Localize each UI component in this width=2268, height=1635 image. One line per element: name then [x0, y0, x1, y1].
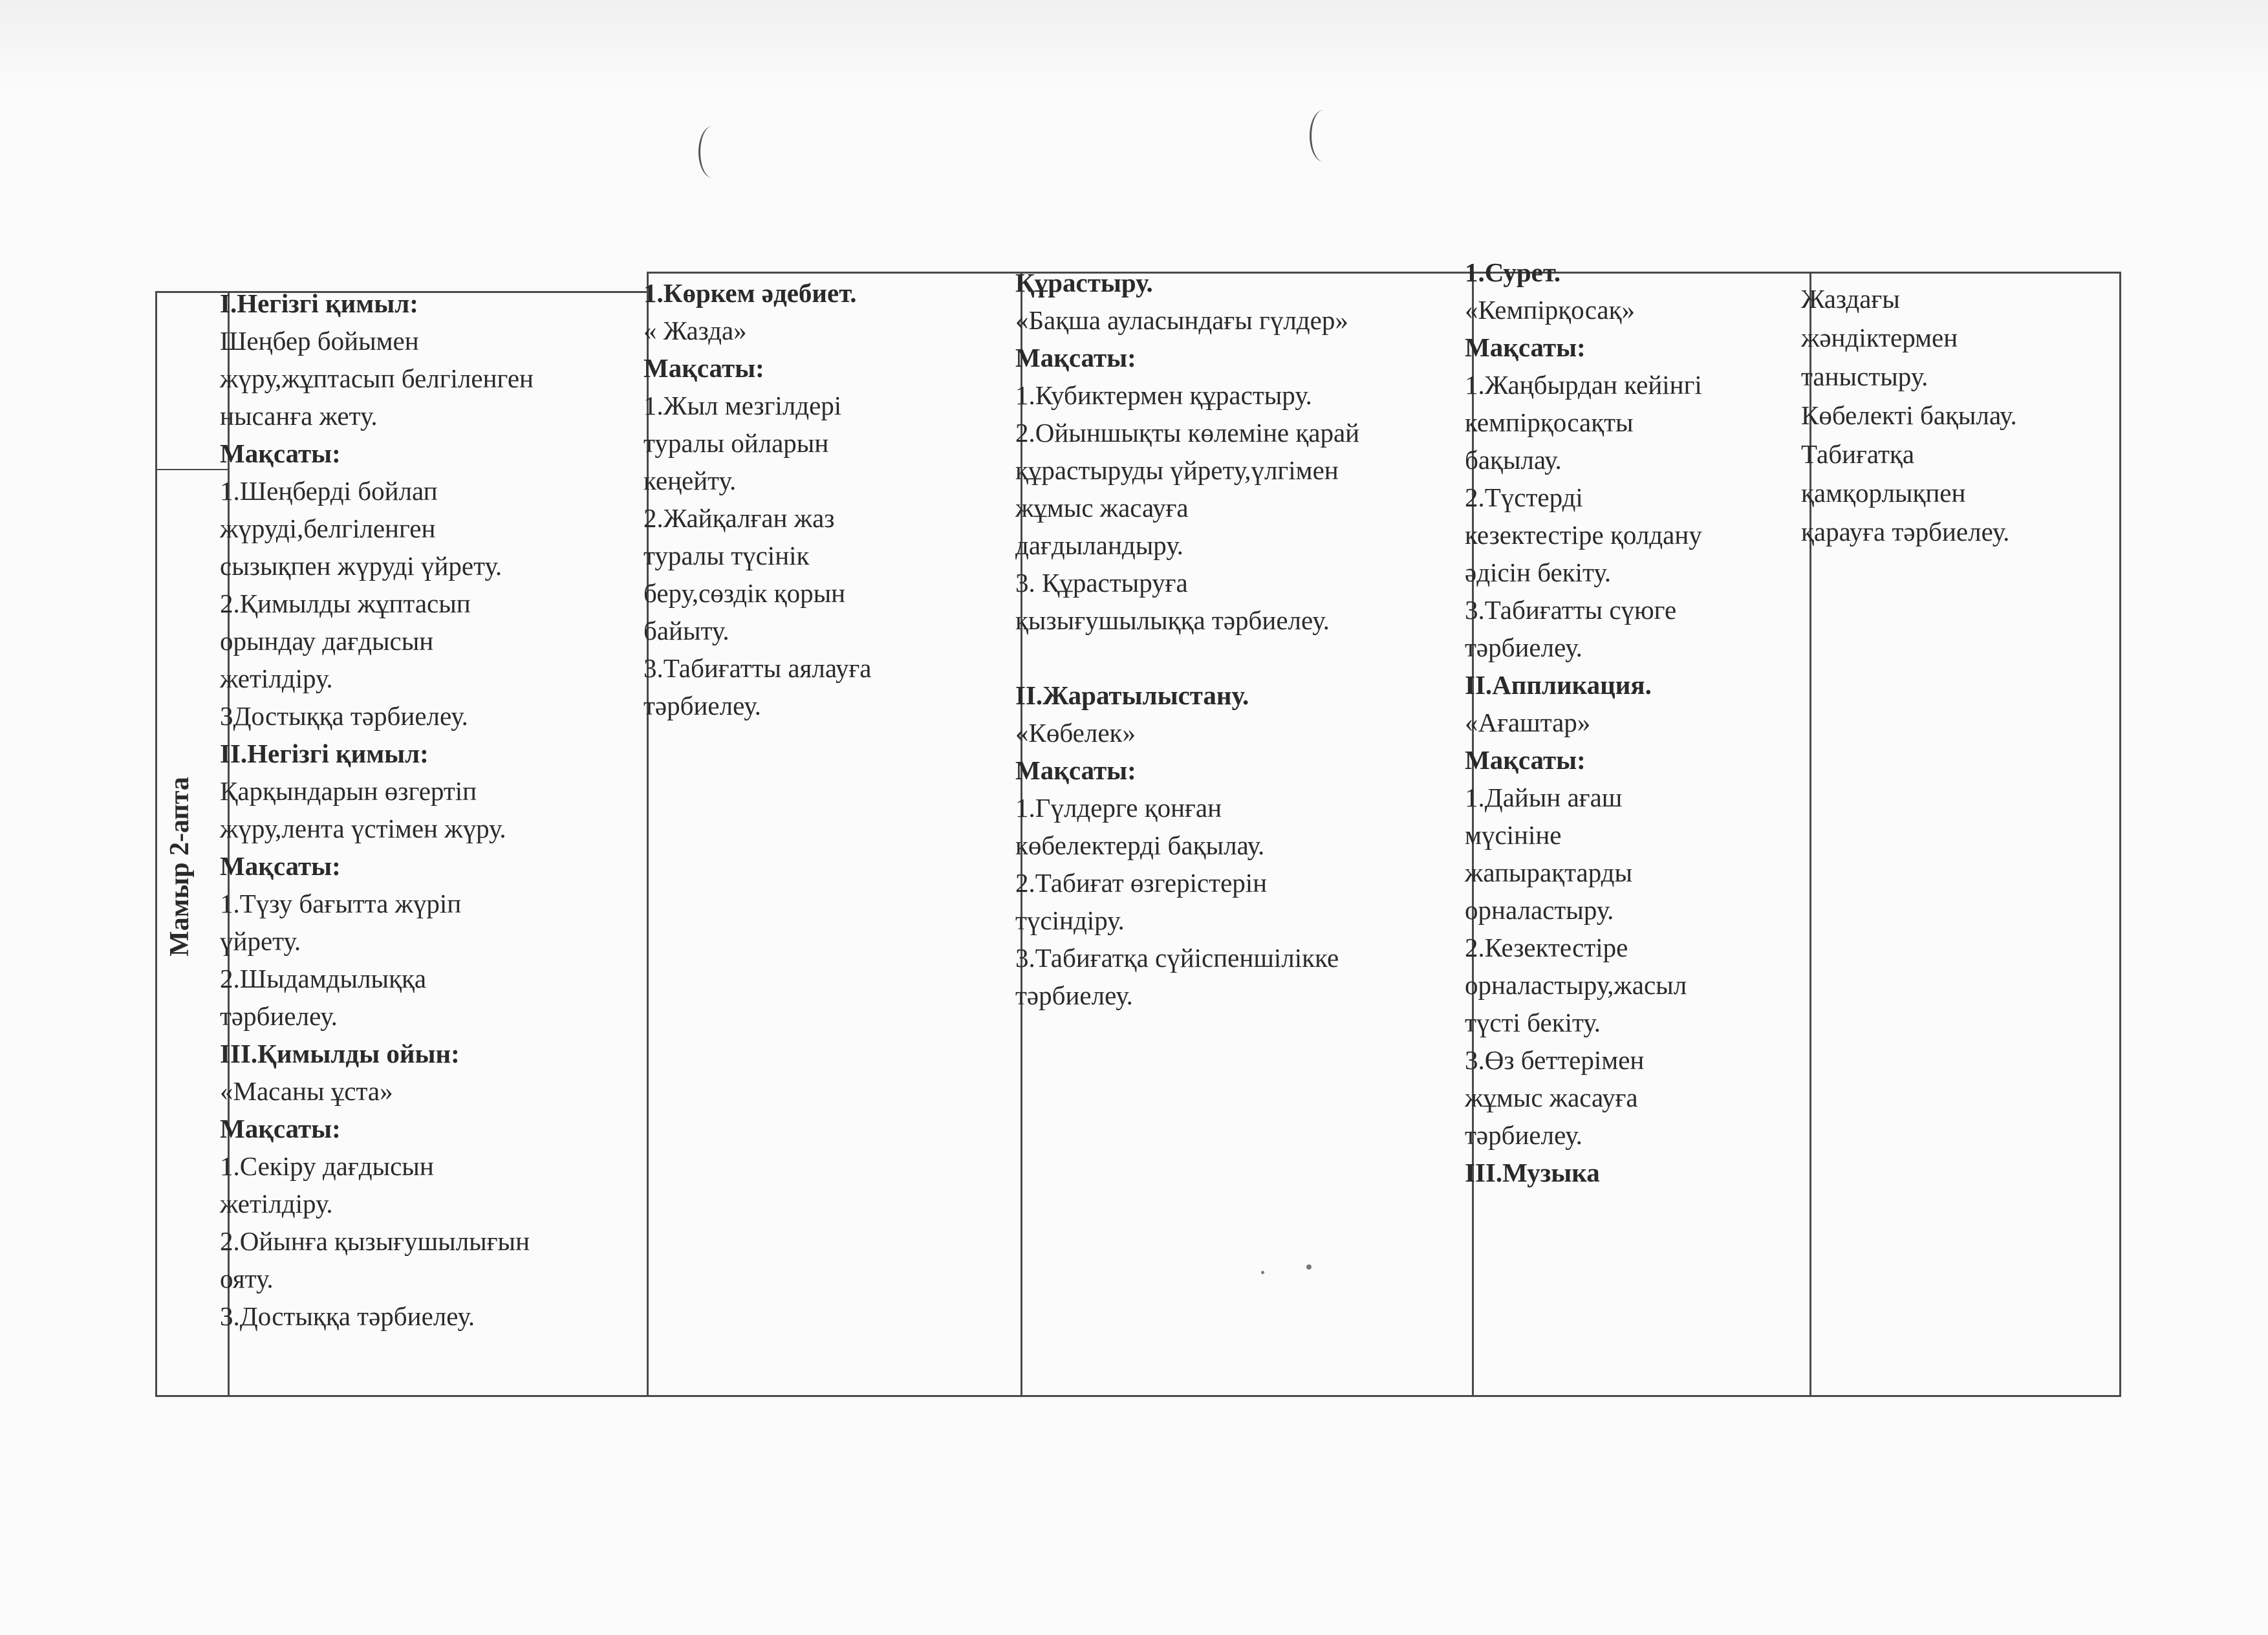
cell-text-line: туралы түсінік [643, 541, 810, 570]
construction-column [1015, 264, 1449, 1014]
literature-column [643, 274, 1006, 724]
movement-column [220, 285, 621, 1335]
cell-text-line: 1.Секіру дағдысын [220, 1151, 434, 1181]
cell-text-line: І.Негізгі қимыл: [220, 288, 418, 318]
cell-text-line [1015, 639, 1449, 677]
cell-text-line: 3.Табиғатқа сүйіспеншілікке [1015, 943, 1339, 973]
cell-text-line: 2.Шыдамдылыққа [220, 964, 427, 993]
cell-text-line: ІІІ.Қимылды ойын: [220, 1039, 460, 1068]
cell-text-line: Мақсаты: [220, 1114, 341, 1143]
cell-text-line: орналастыру. [1465, 895, 1614, 925]
cell-text-line: ояту. [220, 1264, 274, 1294]
cell-text-line: Мақсаты: [1465, 332, 1586, 362]
cell-text-line: 2.Табиғат өзгерістерін [1015, 868, 1268, 898]
cell-text-line: бақылау. [1465, 445, 1562, 475]
cell-text-line: қарауға тәрбиелеу. [1801, 517, 2010, 547]
cell-text-line: нысанға жету. [220, 401, 378, 431]
cell-text-line: ІІ.Жаратылыстану. [1015, 680, 1249, 710]
cell-text-line: Мақсаты: [1015, 755, 1136, 785]
cell-text-line: 1.Жаңбырдан кейінгі [1465, 370, 1702, 400]
cell-text-line: 1.Дайын ағаш [1465, 783, 1623, 812]
cell-text-line: 3.Достыққа тәрбиелеу. [220, 1301, 475, 1331]
cell-text-line: түсті бекіту. [1465, 1008, 1601, 1037]
cell-text-line: байыту. [643, 616, 729, 645]
cell-text-line: кезектестіре қолдану [1465, 520, 1702, 550]
cell-text-line: 2.Түстерді [1465, 482, 1583, 512]
scan-speck [1306, 1264, 1312, 1270]
cell-text-line: 1.Гүлдерге қонған [1015, 793, 1222, 823]
cell-text-line: орналастыру,жасыл [1465, 970, 1687, 1000]
table-border-bottom [155, 1395, 2121, 1397]
cell-text-line: 2.Ойынға қызығушылығын [220, 1226, 530, 1256]
cell-text-line: әдісін бекіту. [1465, 558, 1612, 587]
cell-text-line: жәндіктермен [1801, 323, 1958, 352]
cell-text-line: 1.Шеңберді бойлап [220, 476, 438, 506]
walk-column [1801, 279, 2105, 551]
cell-text-line: 2.Қимылды жұптасып [220, 589, 471, 618]
cell-text-line: Мақсаты: [220, 851, 341, 881]
cell-text-line: түсіндіру. [1015, 905, 1125, 935]
cell-text-line: туралы ойларын [643, 428, 829, 458]
cell-text-line: «Кемпірқосақ» [1465, 295, 1636, 325]
table-border-left [155, 291, 157, 1397]
cell-text-line: жетілдіру. [220, 1189, 333, 1218]
cell-text-line: тәрбиелеу. [220, 1001, 338, 1031]
cell-text-line: жұмыс жасауға [1015, 493, 1189, 523]
cell-text-line: 2.Жайқалған жаз [643, 503, 835, 533]
cell-text-line: Мақсаты: [1015, 343, 1136, 373]
cell-text-line: «Бақша ауласындағы гүлдер» [1015, 305, 1348, 335]
cell-text-line: мүсініне [1465, 820, 1562, 850]
cell-text-line: ІІ.Аппликация. [1465, 670, 1652, 700]
cell-text-line: Мақсаты: [1465, 745, 1586, 775]
cell-text-line: «Көбелек» [1015, 718, 1136, 748]
cell-text-line: Жаздағы [1801, 284, 1900, 314]
cell-text-line: « Жазда» [643, 316, 747, 345]
punch-hole-mark [1310, 110, 1337, 162]
cell-text-line: 2.Ойыншықты көлеміне қарай [1015, 418, 1360, 448]
cell-text-line: 2.Кезектестіре [1465, 933, 1628, 962]
cell-text-line: тәрбиелеу. [643, 691, 761, 720]
cell-text-line: үйрету. [220, 926, 301, 956]
cell-text-line: тәрбиелеу. [1015, 980, 1133, 1010]
cell-text-line: Көбелекті бақылау. [1801, 400, 2017, 430]
cell-text-line: қызығушылыққа тәрбиелеу. [1015, 605, 1330, 635]
cell-text-line: беру,сөздік қорын [643, 578, 846, 608]
cell-text-line: «Масаны ұста» [220, 1076, 393, 1106]
cell-text-line: жүруді,белгіленген [220, 514, 436, 543]
cell-text-line: тәрбиелеу. [1465, 633, 1582, 662]
cell-text-line: Құрастыру. [1015, 268, 1153, 298]
page-shadow [0, 0, 2268, 91]
cell-text-line: 1.Түзу бағытта жүріп [220, 889, 462, 918]
cell-text-line: кеңейту. [643, 466, 737, 495]
cell-text-line: 3.Табиғатты сүюге [1465, 595, 1677, 625]
week-label-cell [160, 750, 199, 983]
cell-text-line: жетілдіру. [220, 664, 333, 693]
cell-text-line: құрастыруды үйрету,үлгімен [1015, 455, 1339, 485]
week-label: Мамыр 2-апта [165, 777, 195, 957]
cell-text-line: ІІ.Негізгі қимыл: [220, 739, 429, 768]
cell-text-line: жұмыс жасауға [1465, 1083, 1638, 1112]
cell-text-line: жүру,жұптасып белгіленген [220, 363, 534, 393]
cell-text-line: 3.Табиғатты аялауға [643, 653, 872, 683]
punch-hole-mark [698, 126, 726, 178]
cell-text-line: 1.Сурет. [1465, 257, 1561, 287]
cell-text-line: 1.Кубиктермен құрастыру. [1015, 380, 1312, 410]
cell-text-line: Табиғатқа [1801, 439, 1915, 469]
art-column [1465, 254, 1795, 1191]
cell-text-line: 1.Жыл мезгілдері [643, 391, 842, 420]
cell-text-line: Шеңбер бойымен [220, 326, 419, 356]
cell-text-line: дағдыландыру. [1015, 530, 1183, 560]
cell-text-line: ІІІ.Музыка [1465, 1158, 1600, 1187]
cell-text-line: сызықпен жүруді үйрету. [220, 551, 502, 581]
cell-text-line: 3. Құрастыруға [1015, 568, 1188, 598]
cell-text-line: Қарқындарын өзгертіп [220, 776, 477, 806]
cell-text-line: тәрбиелеу. [1465, 1120, 1582, 1150]
cell-text-line: кемпірқосақты [1465, 407, 1634, 437]
table-border-right [2119, 273, 2121, 1397]
cell-text-line: 1.Көркем әдебиет. [643, 278, 857, 308]
scan-speck [1261, 1271, 1264, 1274]
cell-text-line: Мақсаты: [643, 353, 764, 383]
cell-text-line: жапырақтарды [1465, 858, 1633, 887]
cell-text-line: қамқорлықпен [1801, 478, 1966, 508]
cell-text-line: 3.Өз беттерімен [1465, 1045, 1645, 1075]
cell-text-line: «Ағаштар» [1465, 708, 1591, 737]
cell-text-line: көбелектерді бақылау. [1015, 830, 1265, 860]
cell-text-line: таныстыру. [1801, 362, 1928, 391]
week-cell-divider [155, 469, 230, 470]
cell-text-line: 3Достыққа тәрбиелеу. [220, 701, 468, 731]
cell-text-line: Мақсаты: [220, 439, 341, 468]
cell-text-line: орындау дағдысын [220, 626, 434, 656]
cell-text-line: жүру,лента үстімен жүру. [220, 814, 506, 843]
